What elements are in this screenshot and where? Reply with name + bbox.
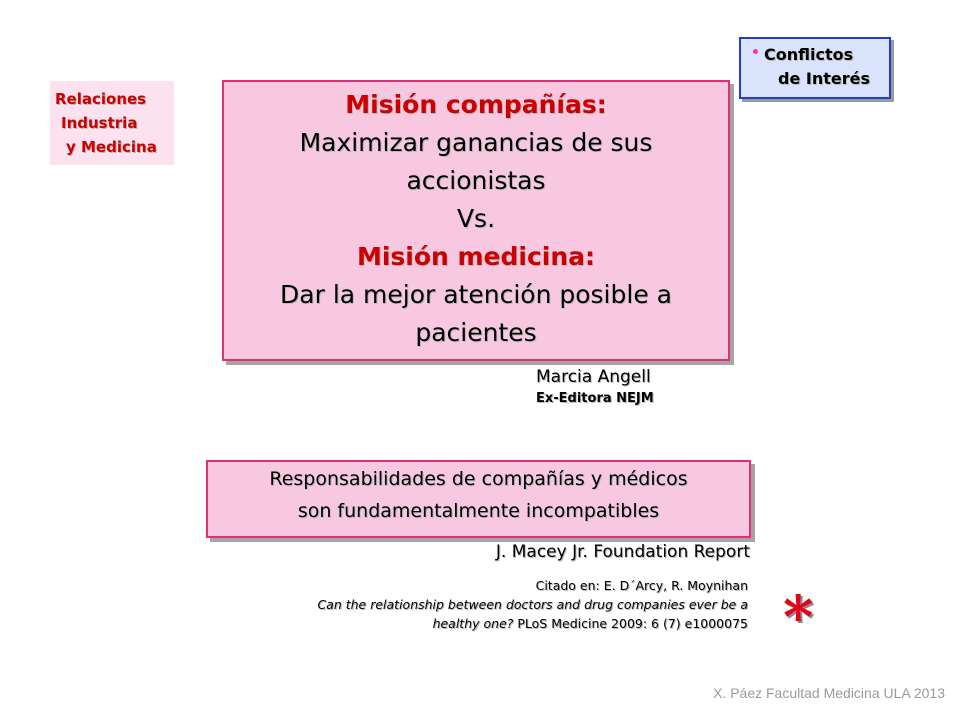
relations-line-1: Relaciones	[55, 90, 147, 108]
citation-title-part-1: Can the relationship between doctors and drug companies ever be a	[317, 597, 748, 612]
citation-journal: PLoS Medicine 2009: 6 (7) e1000075	[513, 616, 748, 631]
medicine-mission-text-1: Dar la mejor atención posible a	[280, 280, 672, 309]
company-mission-text-1: Maximizar ganancias de sus	[299, 128, 653, 157]
asterisk-icon: *	[783, 583, 814, 651]
versus-label: Vs.	[456, 204, 496, 233]
company-mission-text-2: accionistas	[406, 166, 546, 195]
relations-label-box	[50, 81, 174, 165]
quote-author-role: Ex-Editora NEJM	[536, 391, 654, 406]
relations-line-3: y Medicina	[66, 138, 157, 156]
report-source: J. Macey Jr. Foundation Report	[495, 542, 750, 562]
mission-box	[222, 80, 730, 361]
citation-line-2	[317, 597, 748, 612]
medicine-mission-text-2: pacientes	[415, 318, 537, 347]
relations-line-2: Industria	[61, 114, 138, 132]
footer-credit: X. Páez Facultad Medicina ULA 2013	[713, 685, 945, 701]
company-mission-heading: Misión compañías:	[345, 90, 607, 119]
conflicts-line-2: de Interés	[778, 69, 870, 88]
conflicts-of-interest-box	[739, 37, 891, 99]
responsibilities-box	[206, 460, 751, 538]
medicine-mission-heading: Misión medicina:	[356, 242, 596, 271]
citation-line-1: Citado en: E. D´Arcy, R. Moynihan	[535, 578, 748, 593]
responsibilities-line-1: Responsabilidades de compañías y médicos	[269, 468, 688, 490]
quote-author-name: Marcia Angell	[536, 367, 651, 387]
bullet-icon: •	[751, 45, 760, 61]
conflicts-line-1: Conflictos	[764, 45, 854, 64]
citation-line-3	[433, 616, 748, 631]
responsibilities-line-2: son fundamentalmente incompatibles	[297, 500, 660, 522]
citation-title-part-2: healthy one?	[432, 616, 514, 631]
